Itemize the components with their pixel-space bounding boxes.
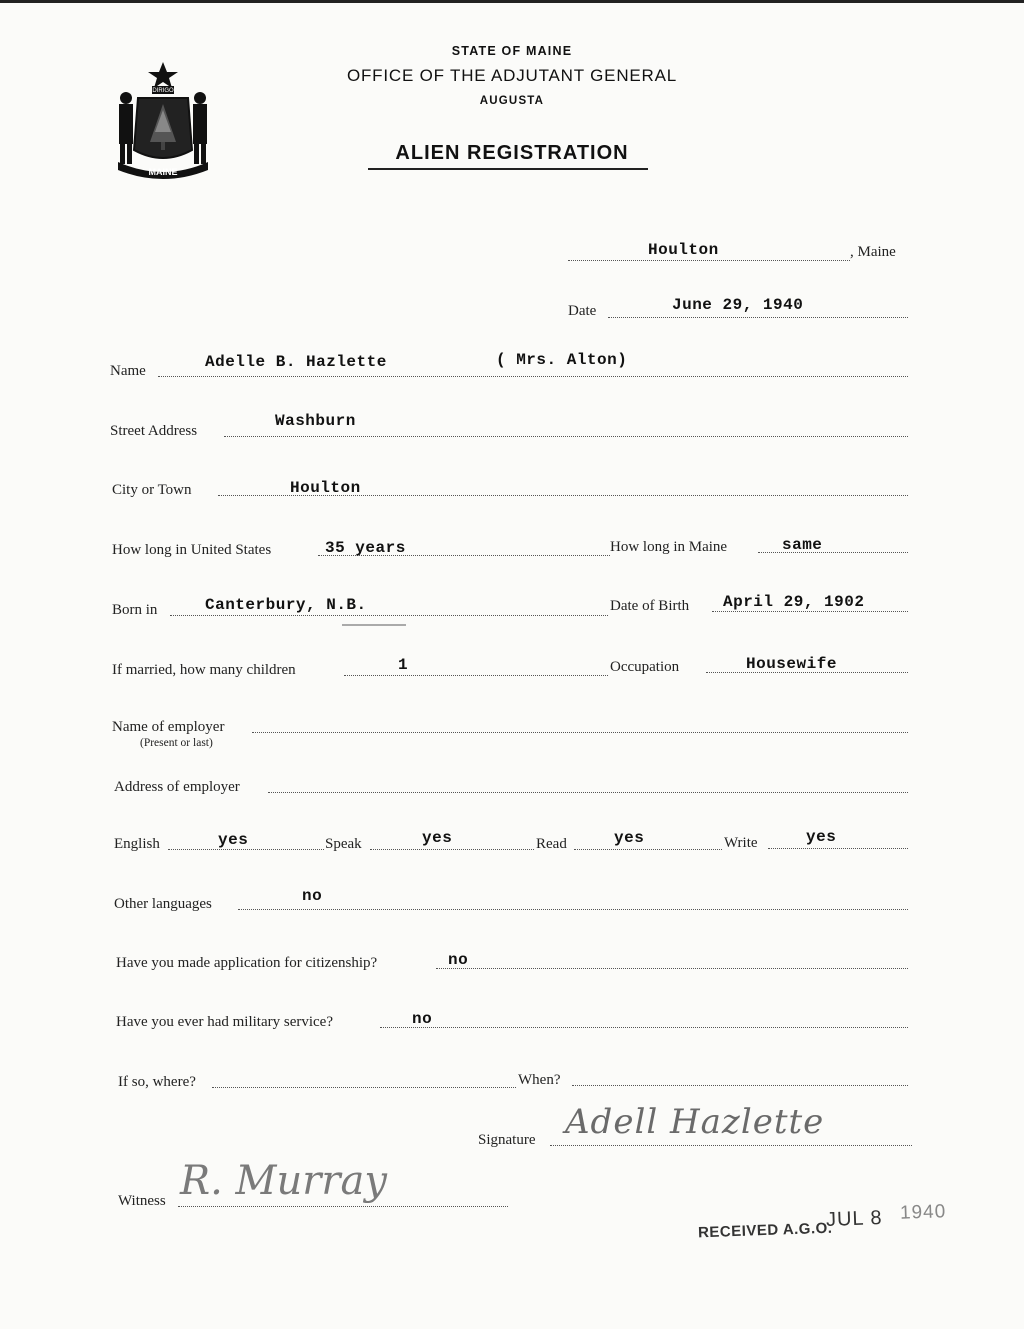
citizenship-label: Have you made application for citizenship? (116, 955, 378, 971)
street-label: Street Address (110, 423, 198, 439)
military-label: Have you ever had military service? (116, 1014, 333, 1030)
form-title: ALIEN REGISTRATION (395, 142, 629, 164)
witness-label: Witness (118, 1193, 166, 1209)
english-value: yes (218, 831, 249, 849)
signature-dots (550, 1145, 912, 1146)
date-dots (608, 317, 908, 318)
maine-suffix-label: , Maine (850, 244, 896, 260)
seal-name: MAINE (148, 167, 178, 177)
read-label: Read (536, 836, 567, 852)
children-dots (344, 675, 608, 676)
english-dots (168, 849, 324, 850)
signature-label: Signature (478, 1132, 536, 1148)
received-stamp-text: RECEIVED A.G.O. (697, 1219, 833, 1242)
witness-handwriting: R. Murray (180, 1158, 387, 1204)
how-long-maine-dots (758, 552, 908, 553)
date-label: Date (568, 303, 597, 319)
military-value: no (412, 1010, 433, 1028)
received-stamp-date: JUL 8 (825, 1207, 883, 1231)
speak-dots (370, 849, 534, 850)
how-long-us-label: How long in United States (112, 542, 272, 558)
street-value: Washburn (275, 412, 356, 430)
town-dots (568, 260, 850, 261)
employer-dots (252, 732, 908, 733)
where-dots (212, 1087, 516, 1088)
read-value: yes (614, 829, 645, 847)
other-languages-label: Other languages (114, 896, 212, 912)
military-dots (380, 1027, 908, 1028)
city-label: City or Town (112, 482, 192, 498)
employer-label: Name of employer (112, 719, 225, 735)
name-value: Adelle B. Hazlette (205, 353, 387, 371)
read-dots (574, 849, 722, 850)
received-stamp-year: 1940 (899, 1201, 947, 1224)
occupation-label: Occupation (610, 659, 680, 675)
other-languages-value: no (302, 887, 323, 905)
signature-handwriting: Adell Hazlette (565, 1102, 825, 1142)
born-in-value: Canterbury, N.B. (205, 596, 367, 614)
citizenship-dots (436, 968, 908, 969)
write-dots (768, 848, 908, 849)
street-dots (224, 436, 908, 437)
when-dots (572, 1085, 908, 1086)
seal-motto: DIRIGO (152, 88, 174, 94)
employer-address-dots (268, 792, 908, 793)
date-of-birth-label: Date of Birth (610, 598, 690, 614)
header-office: OFFICE OF THE ADJUTANT GENERAL (346, 66, 678, 85)
witness-dots (178, 1206, 508, 1207)
city-value: Houlton (290, 479, 361, 497)
date-of-birth-dots (712, 611, 908, 612)
citizenship-value: no (448, 951, 469, 969)
date-of-birth-value: April 29, 1902 (723, 593, 865, 611)
title-underline (368, 168, 648, 170)
occupation-value: Housewife (746, 655, 837, 673)
born-in-dots (170, 615, 608, 616)
born-in-label: Born in (112, 602, 158, 618)
born-in-smudge (342, 624, 406, 626)
header-state: STATE OF MAINE (451, 44, 573, 58)
write-label: Write (724, 835, 758, 851)
town-value: Houlton (648, 241, 719, 259)
employer-address-label: Address of employer (114, 779, 240, 795)
employer-note: (Present or last) (140, 737, 213, 749)
other-languages-dots (238, 909, 908, 910)
page-top-border (0, 0, 1024, 3)
date-value: June 29, 1940 (672, 296, 804, 314)
speak-label: Speak (325, 836, 362, 852)
where-label: If so, where? (118, 1074, 196, 1090)
when-label: When? (518, 1072, 561, 1088)
header-city: AUGUSTA (479, 95, 545, 107)
english-label: English (114, 836, 160, 852)
children-value: 1 (398, 656, 409, 674)
write-value: yes (806, 828, 837, 846)
name-label: Name (110, 363, 146, 379)
speak-value: yes (422, 829, 453, 847)
name-alt-value: ( Mrs. Alton) (496, 351, 628, 369)
how-long-maine-label: How long in Maine (610, 539, 728, 555)
how-long-us-value: 35 years (325, 539, 406, 557)
children-label: If married, how many children (112, 662, 296, 678)
name-dots (158, 376, 908, 377)
how-long-maine-value: same (782, 536, 823, 554)
